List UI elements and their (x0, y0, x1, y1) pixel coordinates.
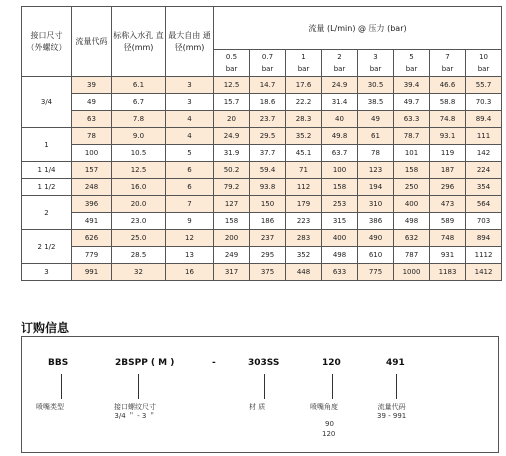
flow-value-cell: 37.7 (250, 145, 286, 162)
flow-code-cell: 491 (72, 213, 112, 230)
flow-value-cell: 101 (394, 145, 430, 162)
flow-value-cell: 93.1 (430, 128, 466, 145)
table-row (22, 145, 502, 162)
passage-cell: 16 (166, 264, 214, 281)
flow-code-cell: 78 (72, 128, 112, 145)
orifice-cell: 9.0 (112, 128, 166, 145)
table-row (22, 247, 502, 264)
passage-cell: 4 (166, 111, 214, 128)
flow-code-cell: 100 (72, 145, 112, 162)
flow-value-cell: 498 (322, 247, 358, 264)
flow-value-cell: 352 (286, 247, 322, 264)
flow-value-cell: 386 (358, 213, 394, 230)
flow-value-cell: 61 (358, 128, 394, 145)
inlet-size-cell: 2 1/2 (22, 230, 72, 264)
table-row (22, 230, 502, 247)
orifice-cell: 20.0 (112, 196, 166, 213)
header-flow-code: 流量代码 (72, 7, 112, 77)
flow-value-cell: 55.7 (466, 77, 502, 94)
flow-value-cell: 23.7 (250, 111, 286, 128)
flow-value-cell: 58.8 (430, 94, 466, 111)
label-flow-code: 流量代码 39 - 991 (377, 403, 407, 420)
flow-value-cell: 283 (286, 230, 322, 247)
table-row (22, 196, 502, 213)
flow-value-cell: 187 (430, 162, 466, 179)
flow-value-cell: 194 (358, 179, 394, 196)
table-row (22, 94, 502, 111)
flow-value-cell: 17.6 (286, 77, 322, 94)
label-connection: 接口螺纹尺寸 3/4 ＂ - 3 ＂ (114, 403, 156, 420)
flow-value-cell: 127 (214, 196, 250, 213)
flow-value-cell: 89.4 (466, 111, 502, 128)
passage-cell: 3 (166, 94, 214, 111)
inlet-size-cell: 3/4 (22, 77, 72, 128)
flow-value-cell: 59.4 (250, 162, 286, 179)
connection-range: 3/4 ＂ - 3 ＂ (114, 412, 156, 420)
flow-value-cell: 29.5 (250, 128, 286, 145)
flow-value-cell: 40 (322, 111, 358, 128)
flow-value-cell: 46.6 (430, 77, 466, 94)
flow-code-cell: 626 (72, 230, 112, 247)
flow-value-cell: 490 (358, 230, 394, 247)
flow-value-cell: 78.7 (394, 128, 430, 145)
table-row (22, 162, 502, 179)
passage-cell: 3 (166, 77, 214, 94)
flow-value-cell: 448 (286, 264, 322, 281)
label-nozzle-type: 喷嘴类型 (36, 403, 64, 411)
flow-value-cell: 14.7 (250, 77, 286, 94)
orifice-cell: 25.0 (112, 230, 166, 247)
angle-option: 120 (322, 430, 336, 438)
header-pressure: 2 bar (322, 50, 358, 77)
flow-value-cell: 74.8 (430, 111, 466, 128)
flow-value-cell: 12.5 (214, 77, 250, 94)
flow-value-cell: 787 (394, 247, 430, 264)
pointer-line (138, 374, 139, 399)
flow-value-cell: 931 (430, 247, 466, 264)
passage-cell: 13 (166, 247, 214, 264)
inlet-size-cell: 1 1/2 (22, 179, 72, 196)
orifice-cell: 7.8 (112, 111, 166, 128)
flow-value-cell: 186 (250, 213, 286, 230)
flow-value-cell: 30.5 (358, 77, 394, 94)
orifice-cell: 6.7 (112, 94, 166, 111)
flow-value-cell: 63.7 (322, 145, 358, 162)
flow-value-cell: 310 (358, 196, 394, 213)
flow-value-cell: 24.9 (322, 77, 358, 94)
flow-value-cell: 18.6 (250, 94, 286, 111)
flow-value-cell: 79.2 (214, 179, 250, 196)
flow-value-cell: 1000 (394, 264, 430, 281)
flow-code-range: 39 - 991 (377, 412, 407, 420)
flow-value-cell: 70.3 (466, 94, 502, 111)
flow-code-cell: 63 (72, 111, 112, 128)
table-row (22, 111, 502, 128)
flow-value-cell: 354 (466, 179, 502, 196)
passage-cell: 12 (166, 230, 214, 247)
flow-value-cell: 71 (286, 162, 322, 179)
flow-value-cell: 632 (394, 230, 430, 247)
flow-value-cell: 295 (250, 247, 286, 264)
flow-value-cell: 63.3 (394, 111, 430, 128)
angle-option: 90 (325, 420, 334, 428)
flow-value-cell: 158 (214, 213, 250, 230)
flow-value-cell: 78 (358, 145, 394, 162)
flow-value-cell: 775 (358, 264, 394, 281)
code-separator: - (212, 358, 216, 368)
flow-value-cell: 123 (358, 162, 394, 179)
orifice-cell: 32 (112, 264, 166, 281)
passage-cell: 7 (166, 196, 214, 213)
flow-value-cell: 119 (430, 145, 466, 162)
inlet-size-cell: 1 1/4 (22, 162, 72, 179)
orifice-cell: 23.0 (112, 213, 166, 230)
pointer-line (264, 374, 265, 399)
header-pressure: 0.7 bar (250, 50, 286, 77)
header-pressure: 5 bar (394, 50, 430, 77)
flow-value-cell: 224 (466, 162, 502, 179)
table-row (22, 264, 502, 281)
flow-value-cell: 158 (394, 162, 430, 179)
flow-value-cell: 400 (322, 230, 358, 247)
inlet-size-cell: 2 (22, 196, 72, 230)
table-row (22, 128, 502, 145)
ordering-info-box (21, 336, 499, 453)
pointer-line (332, 374, 333, 399)
flow-value-cell: 400 (394, 196, 430, 213)
code-nozzle-type: BBS (48, 358, 69, 368)
flow-value-cell: 1183 (430, 264, 466, 281)
flow-value-cell: 24.9 (214, 128, 250, 145)
flow-value-cell: 179 (286, 196, 322, 213)
flow-value-cell: 1112 (466, 247, 502, 264)
flow-value-cell: 564 (466, 196, 502, 213)
flow-rate-table (21, 6, 502, 281)
orifice-cell: 28.5 (112, 247, 166, 264)
header-pressure: 1 bar (286, 50, 322, 77)
pointer-line (396, 374, 397, 399)
table-row (22, 213, 502, 230)
label-spray-angle: 喷嘴角度 (310, 403, 338, 411)
orifice-cell: 10.5 (112, 145, 166, 162)
flow-value-cell: 1412 (466, 264, 502, 281)
pointer-line (61, 374, 62, 399)
flow-code-cell: 248 (72, 179, 112, 196)
flow-value-cell: 703 (466, 213, 502, 230)
passage-cell: 6 (166, 179, 214, 196)
flow-value-cell: 498 (394, 213, 430, 230)
flow-value-cell: 111 (466, 128, 502, 145)
passage-cell: 5 (166, 145, 214, 162)
flow-value-cell: 38.5 (358, 94, 394, 111)
flow-value-cell: 28.3 (286, 111, 322, 128)
flow-value-cell: 22.2 (286, 94, 322, 111)
header-pressure: 10 bar (466, 50, 502, 77)
flow-value-cell: 610 (358, 247, 394, 264)
flow-value-cell: 200 (214, 230, 250, 247)
flow-value-cell: 315 (322, 213, 358, 230)
label-material: 材 质 (249, 403, 266, 411)
orifice-cell: 12.5 (112, 162, 166, 179)
flow-value-cell: 894 (466, 230, 502, 247)
flow-value-cell: 250 (394, 179, 430, 196)
inlet-size-cell: 3 (22, 264, 72, 281)
flow-value-cell: 15.7 (214, 94, 250, 111)
flow-value-cell: 296 (430, 179, 466, 196)
flow-value-cell: 50.2 (214, 162, 250, 179)
header-pressure: 0.5 bar (214, 50, 250, 77)
flow-value-cell: 223 (286, 213, 322, 230)
ordering-info-title: 订购信息 (21, 321, 70, 335)
flow-value-cell: 150 (250, 196, 286, 213)
orifice-cell: 6.1 (112, 77, 166, 94)
header-flow-rate: 流量 (L/min) @ 压力 (bar) (214, 7, 502, 50)
header-free-passage: 最大自由 通径(mm) (166, 7, 214, 77)
passage-cell: 6 (166, 162, 214, 179)
flow-value-cell: 93.8 (250, 179, 286, 196)
flow-value-cell: 375 (250, 264, 286, 281)
flow-value-cell: 249 (214, 247, 250, 264)
flow-value-cell: 237 (250, 230, 286, 247)
code-connection: 2BSPP ( M ) (115, 358, 175, 368)
flow-value-cell: 748 (430, 230, 466, 247)
flow-value-cell: 158 (322, 179, 358, 196)
flow-code-cell: 396 (72, 196, 112, 213)
flow-code-cell: 991 (72, 264, 112, 281)
flow-value-cell: 142 (466, 145, 502, 162)
orifice-cell: 16.0 (112, 179, 166, 196)
flow-value-cell: 35.2 (286, 128, 322, 145)
flow-value-cell: 45.1 (286, 145, 322, 162)
flow-code-cell: 49 (72, 94, 112, 111)
header-orifice-diameter: 标称入水孔 直径(mm) (112, 7, 166, 77)
flow-value-cell: 589 (430, 213, 466, 230)
table-row (22, 179, 502, 196)
flow-value-cell: 633 (322, 264, 358, 281)
code-material: 303SS (248, 358, 280, 368)
passage-cell: 9 (166, 213, 214, 230)
flow-code-cell: 779 (72, 247, 112, 264)
flow-value-cell: 49 (358, 111, 394, 128)
flow-value-cell: 100 (322, 162, 358, 179)
flow-value-cell: 49.8 (322, 128, 358, 145)
passage-cell: 4 (166, 128, 214, 145)
flow-value-cell: 39.4 (394, 77, 430, 94)
code-spray-angle: 120 (322, 358, 341, 368)
flow-value-cell: 31.9 (214, 145, 250, 162)
header-pressure: 7 bar (430, 50, 466, 77)
flow-value-cell: 317 (214, 264, 250, 281)
flow-code-cell: 157 (72, 162, 112, 179)
inlet-size-cell: 1 (22, 128, 72, 162)
table-row (22, 77, 502, 94)
flow-value-cell: 473 (430, 196, 466, 213)
code-flow: 491 (386, 358, 405, 368)
flow-value-cell: 31.4 (322, 94, 358, 111)
header-inlet-size: 接口尺寸 （外螺纹） (22, 7, 72, 77)
flow-value-cell: 112 (286, 179, 322, 196)
header-pressure: 3 bar (358, 50, 394, 77)
flow-value-cell: 20 (214, 111, 250, 128)
flow-value-cell: 49.7 (394, 94, 430, 111)
flow-code-cell: 39 (72, 77, 112, 94)
flow-value-cell: 253 (322, 196, 358, 213)
